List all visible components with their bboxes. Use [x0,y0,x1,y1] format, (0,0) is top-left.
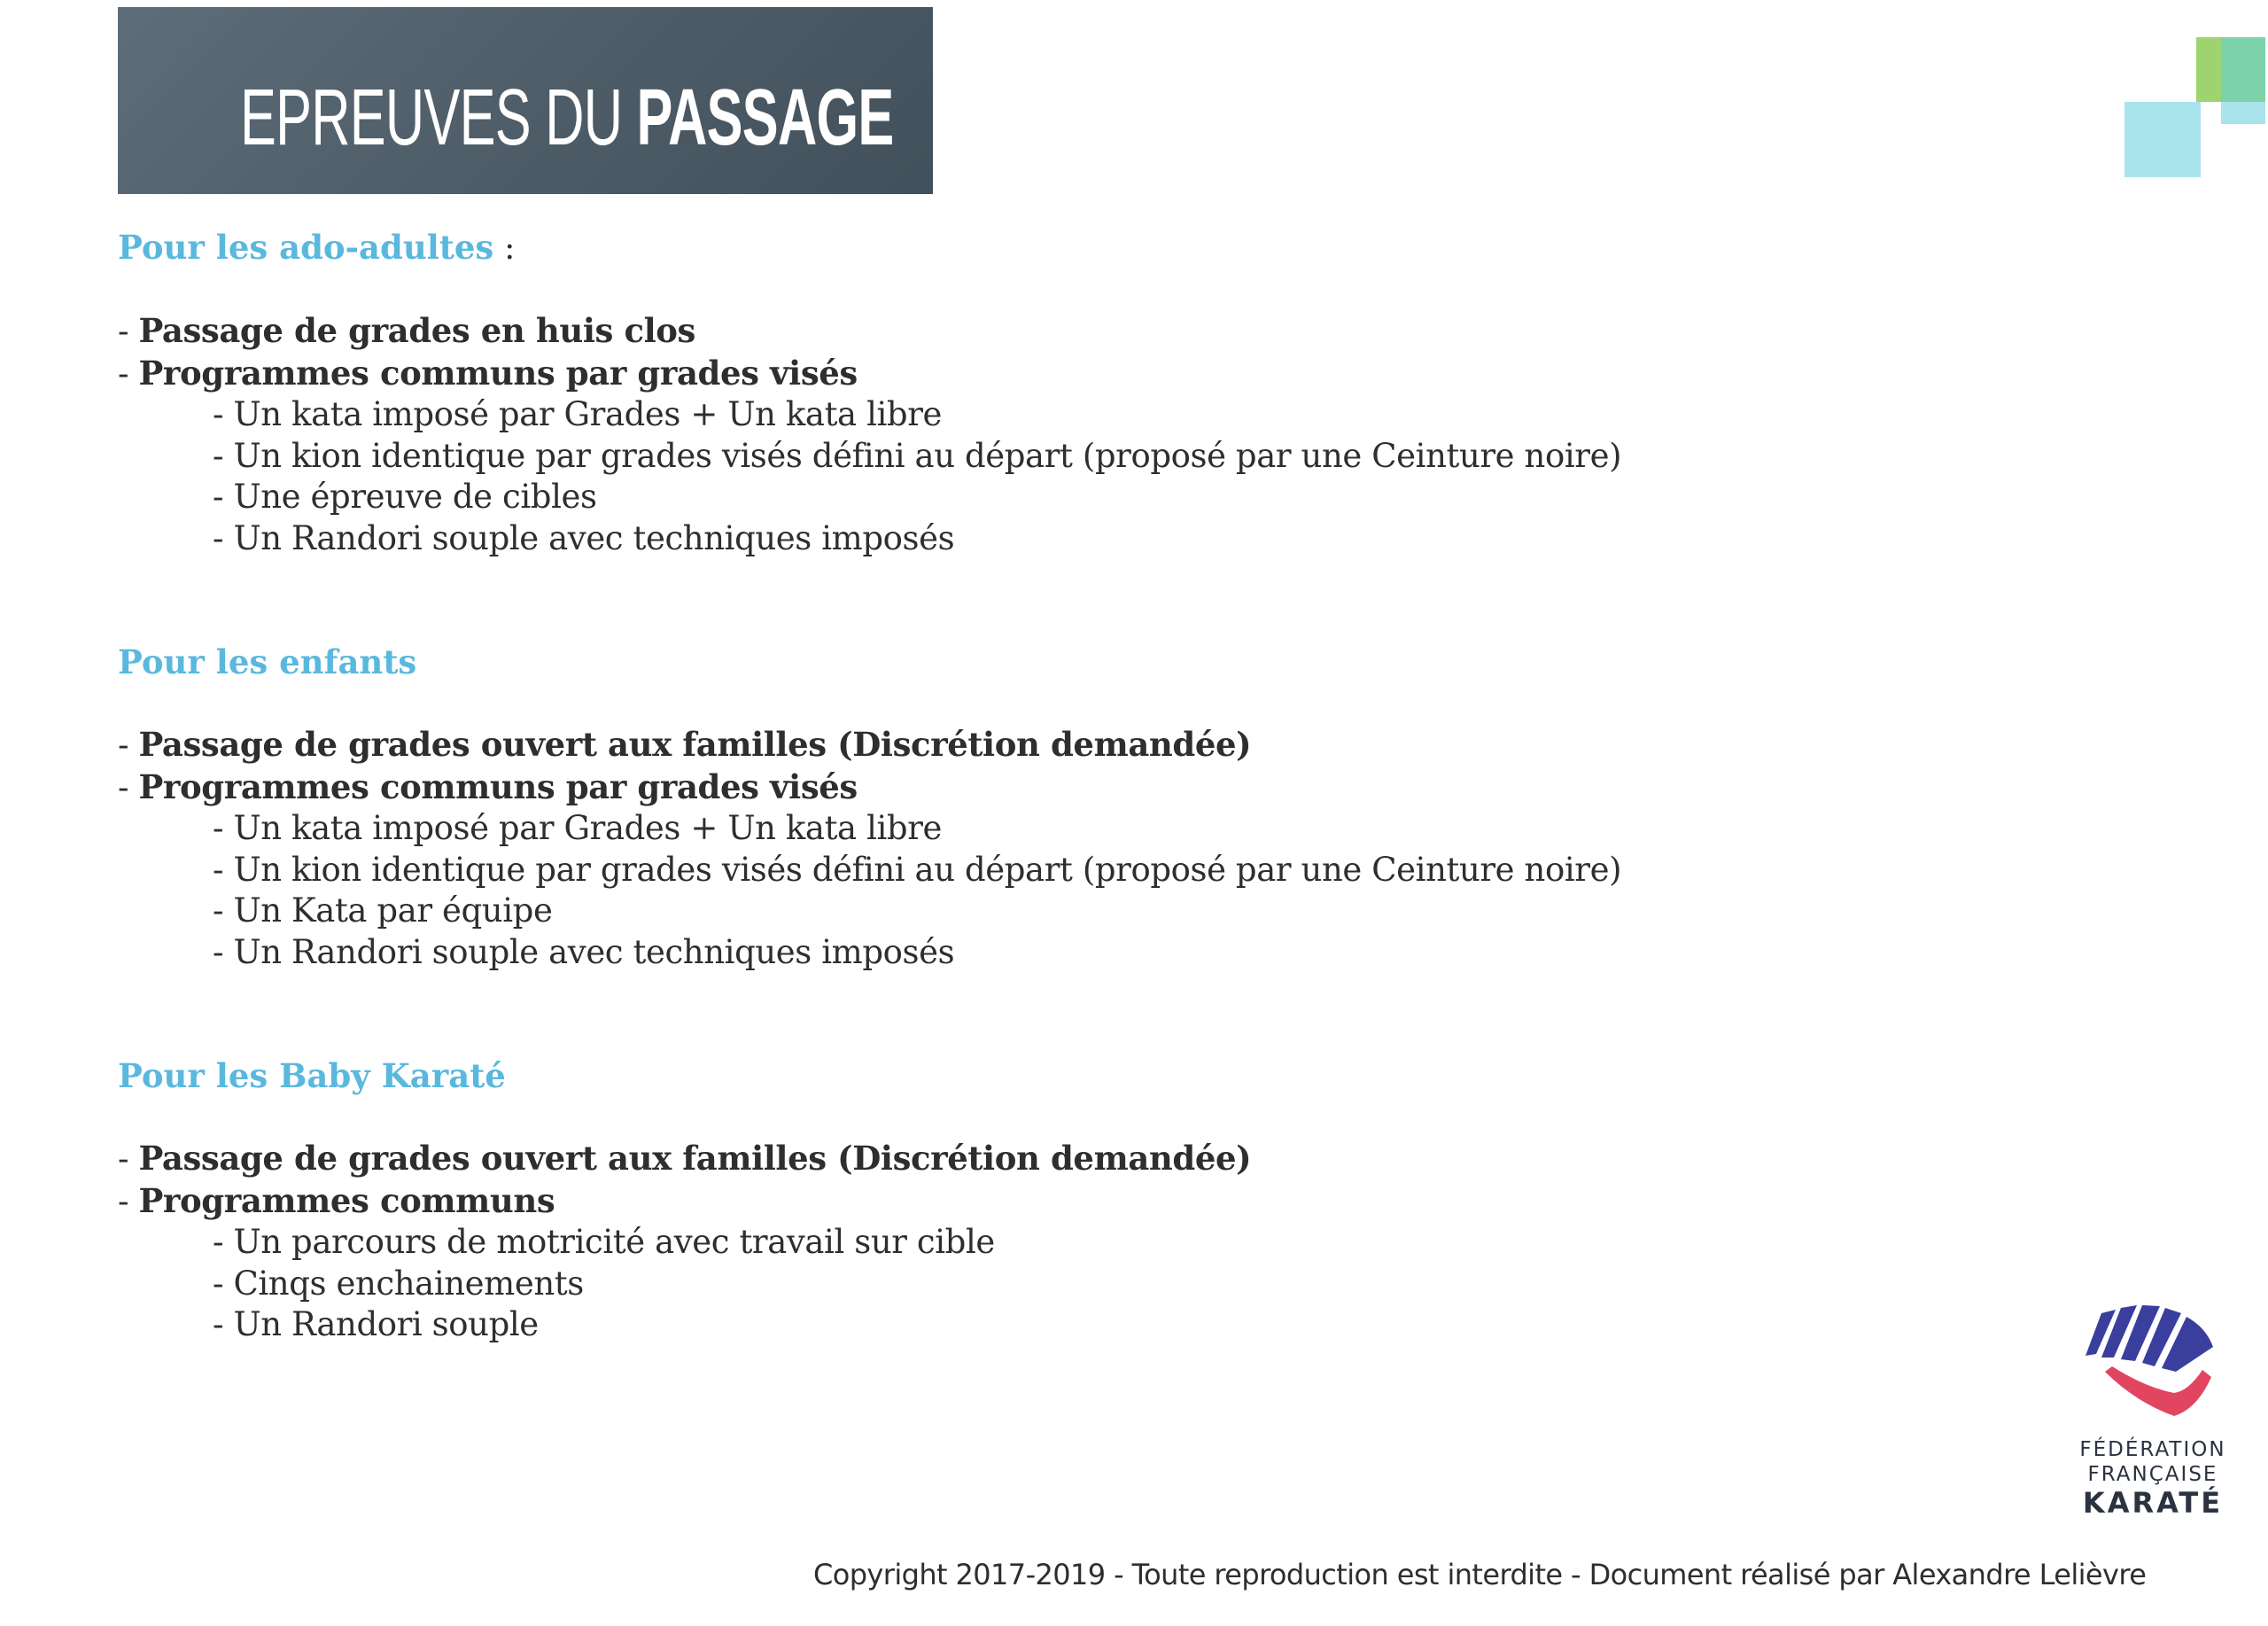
list-dash: - [118,1140,139,1178]
copyright-footer: Copyright 2017-2019 - Toute reproduction est interdite - Document réalisé par Alexandre Lelièvre [813,1558,2147,1591]
sub-list-item [118,518,1801,560]
section-heading [118,1055,1801,1097]
karate-gi-icon [2082,1303,2224,1427]
list-item [118,310,1801,353]
list-item-text: Passage de grades ouvert aux familles (Discrétion demandée) [138,725,1252,764]
sub-list-item [118,1264,1801,1305]
section-heading-text: Pour les ado-adultes [118,228,494,267]
list-dash: - [213,1264,234,1303]
sub-list-item-text: Un Randori souple avec techniques imposés [233,932,955,971]
sub-list-item [118,477,1801,518]
sub-list-item [118,891,1801,932]
list-dash: - [213,850,234,889]
list-dash: - [213,518,234,557]
list-dash: - [118,354,139,393]
sub-list-item-text: Un Kata par équipe [233,891,553,930]
sub-list-item [118,1304,1801,1346]
sub-list-item [118,1222,1801,1264]
section-enfants [118,642,1801,973]
list-dash: - [213,395,234,433]
list-dash: - [213,891,234,930]
decorative-square-teal [2221,37,2265,102]
section-heading-suffix: : [493,229,516,267]
list-dash: - [213,809,234,847]
list-item [118,353,1801,395]
sub-list-item [118,436,1801,478]
sub-list-item-text: Un kata imposé par Grades + Un kata libre [233,809,943,847]
list-dash: - [213,436,234,475]
list-item-text: Passage de grades ouvert aux familles (Discrétion demandée) [138,1139,1252,1178]
page-title-bold: PASSAGE [636,73,894,162]
list-dash: - [213,1305,234,1343]
sub-list-item [118,850,1801,891]
spacer [118,269,1801,311]
section-heading [118,642,1801,683]
logo-line-federation: FÉDÉRATION [2079,1438,2226,1461]
section-heading-text: Pour les Baby Karaté [118,1056,506,1095]
list-dash: - [118,726,139,764]
list-item-text: Programmes communs par grades visés [138,766,858,806]
list-dash: - [213,1223,234,1261]
list-item [118,1180,1801,1223]
sub-list-item-text: Un Randori souple [233,1305,539,1343]
sub-list-item-text: Un kata imposé par Grades + Un kata libre [233,395,943,433]
sub-list-item [118,932,1801,974]
sub-list-item-text: Un Randori souple avec techniques imposés [233,518,955,557]
sub-list-item-text: Un kion identique par grades visés défini au départ (proposé par une Ceinture noire) [233,850,1622,889]
section-heading [118,227,1801,269]
sub-list-item-text: Une épreuve de cibles [233,478,597,516]
sub-list-item [118,808,1801,850]
list-dash: - [118,767,139,806]
page-title-light: EPREUVES DU [240,73,637,162]
section-heading-text: Pour les enfants [118,642,417,681]
spacer [118,683,1801,725]
list-item [118,1138,1801,1180]
decorative-square-green [2196,37,2221,102]
spacer [118,1097,1801,1139]
section-ado-adultes [118,227,1801,559]
title-banner [118,7,933,194]
list-dash: - [118,312,139,350]
sub-list-item-text: Un kion identique par grades visés défini au départ (proposé par une Ceinture noire) [233,436,1622,475]
decorative-square-large [2124,102,2201,177]
list-item [118,766,1801,809]
decorative-square-lightblue [2221,102,2265,124]
content [118,227,1801,1346]
list-dash: - [213,932,234,971]
sub-list-item-text: Un parcours de motricité avec travail sur cible [233,1223,995,1261]
sub-list-item-text: Cinqs enchainements [233,1264,584,1303]
logo-text [2064,1437,2241,1519]
ffk-logo [2064,1303,2241,1524]
list-item-text: Programmes communs par grades visés [138,353,858,393]
sub-list-item [118,394,1801,436]
list-dash: - [213,478,234,516]
logo-line-karate: KARATÉ [2082,1486,2224,1520]
section-baby-karate [118,1055,1801,1346]
logo-line-francaise: FRANÇAISE [2087,1463,2218,1486]
list-dash: - [118,1181,139,1220]
list-item [118,724,1801,766]
list-item-text: Passage de grades en huis clos [138,311,695,350]
page-title [240,73,894,162]
list-item-text: Programmes communs [138,1180,555,1220]
